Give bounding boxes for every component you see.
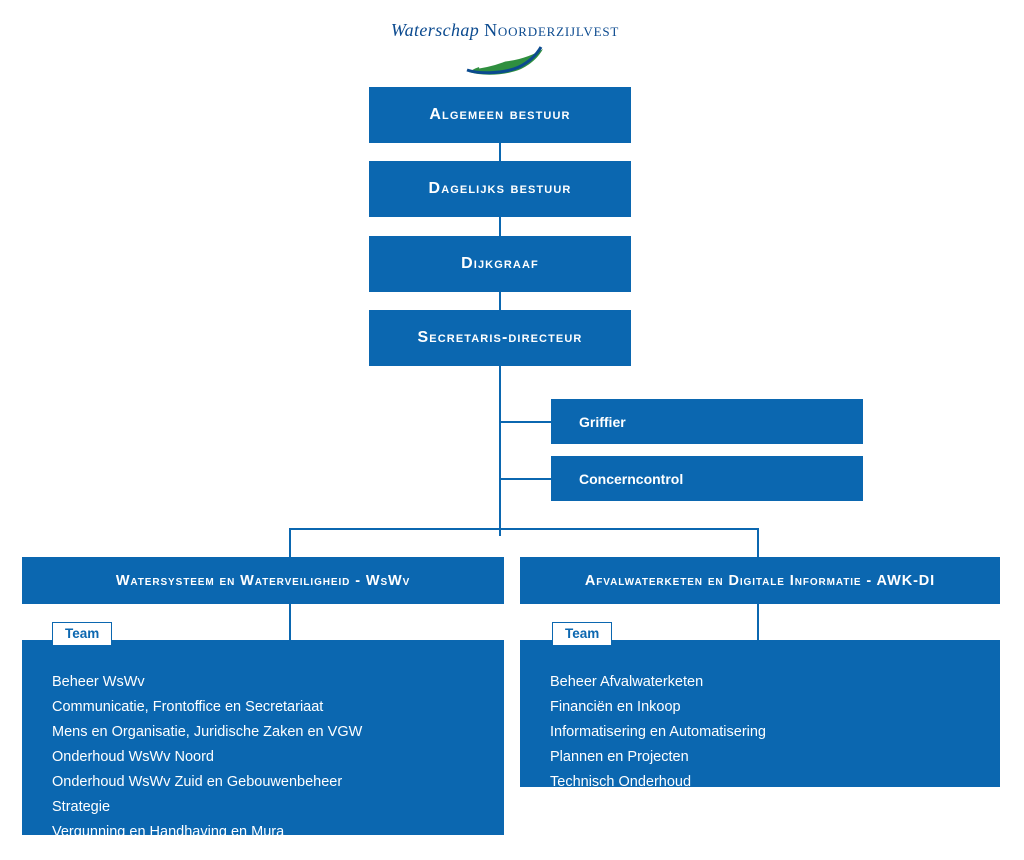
connector-divisions-bar — [289, 528, 759, 530]
connector-to-griffier — [499, 421, 551, 423]
node-griffier-label: Griffier — [579, 413, 626, 430]
connector-down-left-division — [289, 528, 291, 557]
team-list-awkdi — [520, 670, 1000, 795]
node-division-wswv[interactable] — [22, 557, 504, 604]
list-item: Mens en Organisatie, Juridische Zaken en VGW — [52, 724, 363, 740]
node-secretaris-directeur[interactable] — [369, 310, 631, 366]
connector-secretaris-down — [499, 366, 501, 536]
logo-word-two: Noorderzijlvest — [484, 20, 620, 40]
connector-right-division-teams — [757, 604, 759, 640]
list-item: Vergunning en Handhaving en Mura — [52, 824, 285, 840]
list-item: Technisch Onderhoud — [550, 774, 692, 790]
team-panel-wswv — [22, 640, 504, 840]
node-griffier[interactable] — [551, 399, 863, 444]
list-item: Onderhoud WsWv Zuid en Gebouwenbeheer — [52, 774, 343, 790]
list-item: Strategie — [52, 799, 111, 815]
node-dijkgraaf[interactable] — [369, 236, 631, 292]
list-item: Beheer WsWv — [52, 674, 145, 690]
node-dagelijks-bestuur-label: Dagelijks bestuur — [428, 180, 572, 197]
node-secretaris-directeur-label: Secretaris-directeur — [417, 329, 583, 346]
list-item: Communicatie, Frontoffice en Secretariaat — [52, 699, 324, 715]
wave-logo-icon — [390, 43, 620, 77]
connector-to-concerncontrol — [499, 478, 551, 480]
node-dagelijks-bestuur[interactable] — [369, 161, 631, 217]
node-concerncontrol-label: Concerncontrol — [579, 470, 684, 487]
team-tag-awkdi: Team — [552, 622, 612, 646]
node-dijkgraaf-label: Dijkgraaf — [461, 255, 539, 272]
node-division-awkdi[interactable] — [520, 557, 1000, 604]
node-concerncontrol[interactable] — [551, 456, 863, 501]
node-division-wswv-label: Watersysteem en Waterveiligheid - WsWv — [115, 572, 411, 589]
list-item: Informatisering en Automatisering — [550, 724, 766, 740]
team-panel-awkdi — [520, 640, 1000, 790]
connector-down-right-division — [757, 528, 759, 557]
list-item: Plannen en Projecten — [550, 749, 689, 765]
node-algemeen-bestuur[interactable] — [369, 87, 631, 143]
node-division-awkdi-label: Afvalwaterketen en Digitale Informatie - AWK-DI — [584, 572, 936, 589]
connector-dijkgraaf-secretaris — [499, 291, 501, 311]
organisation-logo — [390, 20, 620, 80]
connector-left-division-teams — [289, 604, 291, 640]
list-item: Financiën en Inkoop — [550, 699, 681, 715]
node-algemeen-bestuur-label: Algemeen bestuur — [429, 106, 571, 123]
team-list-wswv — [22, 670, 504, 845]
list-item: Onderhoud WsWv Noord — [52, 749, 214, 765]
logo-wordmark — [390, 20, 620, 41]
list-item: Beheer Afvalwaterketen — [550, 674, 704, 690]
logo-word-one: Waterschap — [390, 20, 480, 40]
team-tag-wswv: Team — [52, 622, 112, 646]
